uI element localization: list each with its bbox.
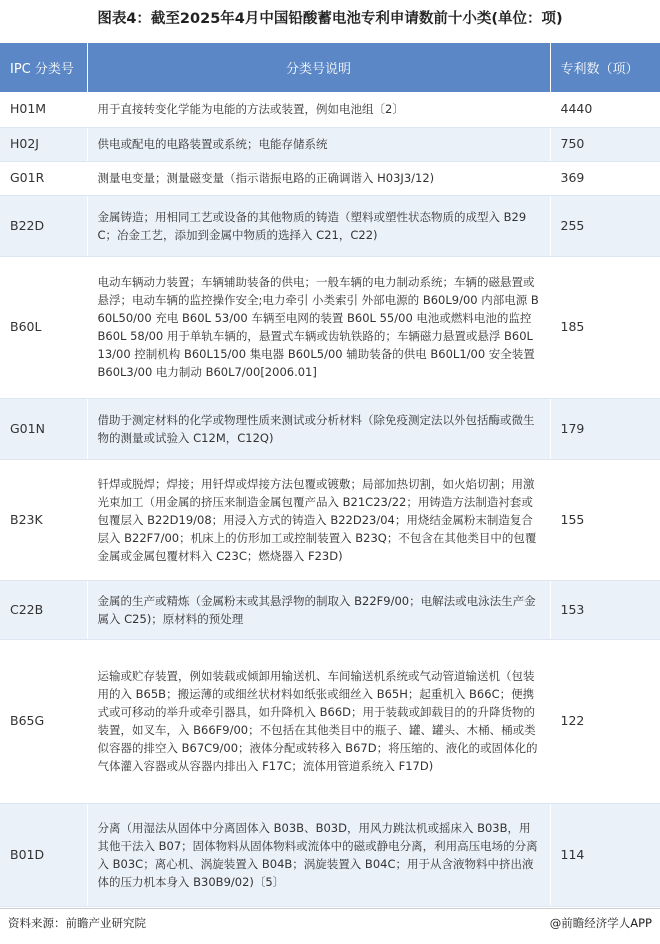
description-cell: 分离（用湿法从固体中分离固体入 B03B、B03D，用风力跳汰机或摇床入 B03B，用其他干法入 B07；固体物料从固体物料或流体中的磁或静电分离，利用高压电场的分离入 B03C；离心机、涡旋装置入 B04B；涡旋装置入 B04C；用于从含液物料中挤出液体的压力机本身入 B30B9/02)〔5〕 (87, 803, 550, 906)
count-cell: 369 (550, 161, 660, 195)
description-cell: 运输或贮存装置，例如装载或倾卸用输送机、车间输送机系统或气动管道输送机（包装用的入 B65B；搬运薄的或细丝状材料如纸张或细丝入 B65H；起重机入 B66C；便携式或可移动的举升或牵引器具，如升降机入 B66D；用于装载或卸载目的的升降货物的装置，如叉车，入 B66F9/00；不包括在其他类目中的瓶子、罐、罐头、木桶、桶或类似容器的排空入 B67C9/00；液体分配或转移入 B67D；将压缩的、液化的或固体化的气体灌入容器或从容器内排出入 F17C；流体用管道系统入 F17D) (87, 639, 550, 803)
table-row (0, 161, 660, 195)
header-description: 分类号说明 (87, 43, 550, 92)
source-note: 资料来源：前瞻产业研究院 (8, 916, 146, 930)
description-cell: 金属铸造；用相同工艺或设备的其他物质的铸造（塑料或塑性状态物质的成型入 B29C；冶金工艺，添加到金属中物质的选择入 C21，C22) (87, 195, 550, 256)
table-row (0, 256, 660, 398)
table-body (0, 92, 660, 906)
footer-divider (0, 908, 660, 909)
table-row (0, 195, 660, 256)
count-cell: 179 (550, 398, 660, 459)
count-cell: 4440 (550, 92, 660, 127)
brand-label: @前瞻经济学人APP (549, 916, 652, 930)
count-cell: 155 (550, 459, 660, 580)
count-cell: 750 (550, 127, 660, 161)
table-row (0, 127, 660, 161)
chart-title: 图表4：截至2025年4月中国铅酸蓄电池专利申请数前十小类(单位：项) (97, 11, 563, 27)
description-cell: 测量电变量；测量磁变量（指示谐振电路的正确调谐入 H03J3/12) (87, 161, 550, 195)
ipc-code-cell: H01M (0, 92, 87, 127)
header-ipc-code: IPC 分类号 (0, 43, 87, 92)
description-cell: 借助于测定材料的化学或物理性质来测试或分析材料（除免疫测定法以外包括酶或微生物的测量或试验入 C12M，C12Q) (87, 398, 550, 459)
table-row (0, 803, 660, 906)
patent-table (0, 43, 660, 907)
ipc-code-cell: B23K (0, 459, 87, 580)
ipc-code-cell: G01N (0, 398, 87, 459)
count-cell: 114 (550, 803, 660, 906)
header-row (0, 43, 660, 92)
table-row (0, 459, 660, 580)
ipc-code-cell: B01D (0, 803, 87, 906)
count-cell: 185 (550, 256, 660, 398)
ipc-code-cell: G01R (0, 161, 87, 195)
ipc-code-cell: C22B (0, 580, 87, 639)
count-cell: 122 (550, 639, 660, 803)
table-row (0, 639, 660, 803)
count-cell: 153 (550, 580, 660, 639)
ipc-code-cell: B60L (0, 256, 87, 398)
table-row (0, 92, 660, 127)
ipc-code-cell: H02J (0, 127, 87, 161)
description-cell: 金属的生产或精炼（金属粉末或其悬浮物的制取入 B22F9/00；电解法或电泳法生产金属入 C25)；原材料的预处理 (87, 580, 550, 639)
description-cell: 供电或配电的电路装置或系统；电能存储系统 (87, 127, 550, 161)
description-cell: 钎焊或脱焊；焊接；用钎焊或焊接方法包覆或镀敷；局部加热切割，如火焰切割；用激光束加工（用金属的挤压来制造金属包覆产品入 B21C23/22；用铸造方法制造衬套或包覆层入 B22D19/08；用浸入方式的铸造入 B22D23/04；用烧结金属粉末制造复合层入 B22F7/00；机床上的仿形加工或控制装置入 B23Q；不包含在其他类目中的包覆金属或金属包覆材料入 C23C；燃烧器入 F23D) (87, 459, 550, 580)
description-cell: 用于直接转变化学能为电能的方法或装置，例如电池组〔2〕 (87, 92, 550, 127)
table-row (0, 398, 660, 459)
table-header (0, 43, 660, 92)
header-patent-count: 专利数（项） (550, 43, 660, 92)
description-cell: 电动车辆动力装置；车辆辅助装备的供电；一般车辆的电力制动系统；车辆的磁悬置或悬浮；电动车辆的监控操作安全;电力牵引 小类索引 外部电源的 B60L9/00 内部电源 B60L50/00 充电 B60L 53/00 车辆至电网的装置 B60L 55/00 电池或燃料电池的监控 B60L 58/00 用于单轨车辆的，悬置式车辆或齿轨铁路的；车辆磁力悬置或悬浮 B60L13/00 控制机构 B60L15/00 集电器 B60L5/00 辅助装备的供电 B60L1/00 安全装置 B60L3/00 电力制动 B60L7/00[2006.01] (87, 256, 550, 398)
ipc-code-cell: B22D (0, 195, 87, 256)
table-row (0, 580, 660, 639)
ipc-code-cell: B65G (0, 639, 87, 803)
count-cell: 255 (550, 195, 660, 256)
